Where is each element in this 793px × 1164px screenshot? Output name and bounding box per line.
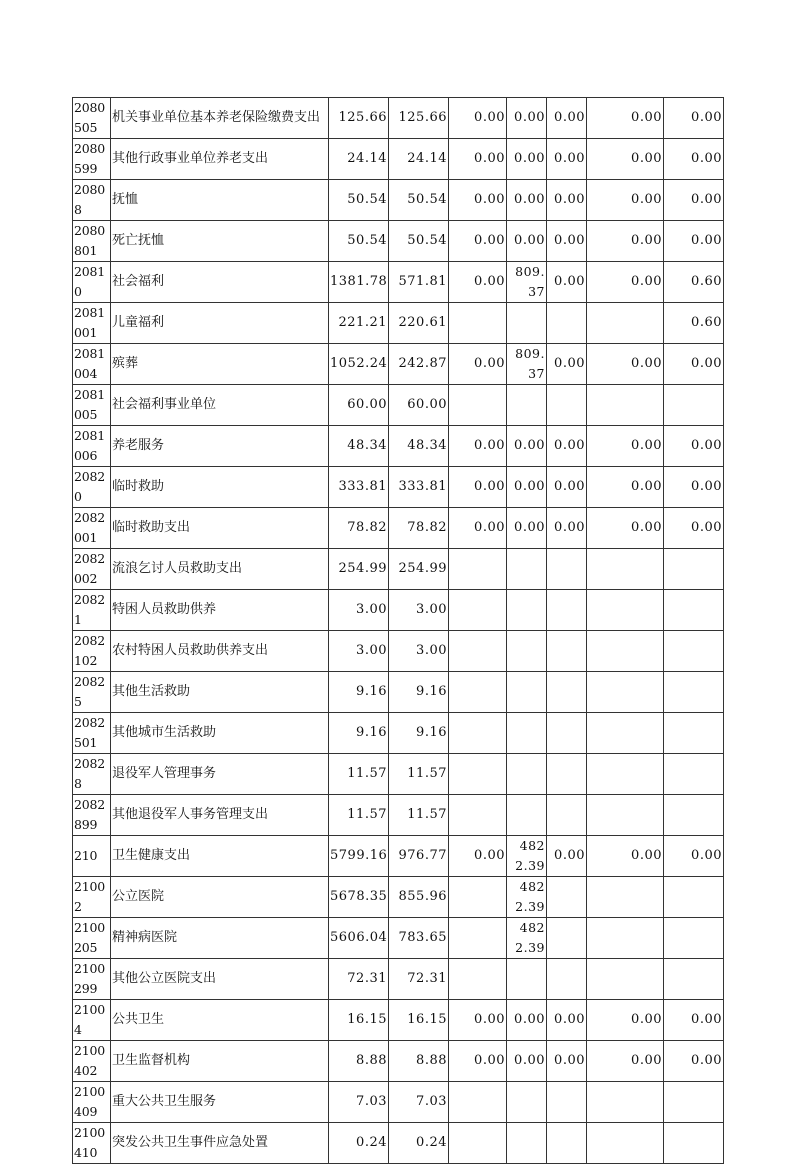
general-budget-cell: 60.00 [389,385,449,426]
subject-code-cell: 2082501 [73,713,111,754]
subject-name-cell: 卫生监督机构 [111,1041,329,1082]
state-capital-cell: 0.00 [547,426,587,467]
total-cell: 5606.04 [329,918,389,959]
table-row [73,672,724,713]
general-budget-cell: 50.54 [389,180,449,221]
carryover-cell: 0.00 [664,426,724,467]
subject-name-cell: 精神病医院 [111,918,329,959]
special-fund-cell: 4822.39 [507,877,547,918]
other-income-cell [587,549,664,590]
state-capital-cell: 0.00 [547,98,587,139]
total-cell: 254.99 [329,549,389,590]
other-income-cell: 0.00 [587,139,664,180]
total-cell: 48.34 [329,426,389,467]
special-fund-cell [507,754,547,795]
state-capital-cell [547,549,587,590]
table-row [73,467,724,508]
gov-fund-cell: 0.00 [449,344,507,385]
subject-code-cell: 2081001 [73,303,111,344]
general-budget-cell: 78.82 [389,508,449,549]
subject-name-cell: 农村特困人员救助供养支出 [111,631,329,672]
general-budget-cell: 16.15 [389,1000,449,1041]
other-income-cell: 0.00 [587,221,664,262]
state-capital-cell [547,303,587,344]
gov-fund-cell [449,1082,507,1123]
other-income-cell [587,877,664,918]
carryover-cell [664,1082,724,1123]
table-row [73,590,724,631]
carryover-cell [664,713,724,754]
other-income-cell: 0.00 [587,180,664,221]
subject-code-cell: 2100410 [73,1123,111,1164]
table-row [73,98,724,139]
total-cell: 333.81 [329,467,389,508]
carryover-cell [664,795,724,836]
other-income-cell: 0.00 [587,98,664,139]
special-fund-cell [507,959,547,1000]
table-row [73,754,724,795]
carryover-cell: 0.00 [664,139,724,180]
table-row [73,344,724,385]
carryover-cell [664,590,724,631]
carryover-cell: 0.60 [664,303,724,344]
other-income-cell [587,754,664,795]
special-fund-cell [507,672,547,713]
general-budget-cell: 8.88 [389,1041,449,1082]
special-fund-cell [507,1123,547,1164]
general-budget-cell: 9.16 [389,713,449,754]
carryover-cell: 0.00 [664,508,724,549]
special-fund-cell: 0.00 [507,508,547,549]
table-row [73,426,724,467]
special-fund-cell: 0.00 [507,1041,547,1082]
subject-name-cell: 机关事业单位基本养老保险缴费支出 [111,98,329,139]
state-capital-cell: 0.00 [547,180,587,221]
other-income-cell [587,959,664,1000]
subject-code-cell: 20808 [73,180,111,221]
special-fund-cell [507,303,547,344]
other-income-cell [587,1123,664,1164]
subject-name-cell: 临时救助 [111,467,329,508]
gov-fund-cell: 0.00 [449,467,507,508]
state-capital-cell [547,918,587,959]
other-income-cell [587,631,664,672]
carryover-cell [664,672,724,713]
carryover-cell [664,385,724,426]
total-cell: 24.14 [329,139,389,180]
subject-code-cell: 20820 [73,467,111,508]
table-row [73,836,724,877]
gov-fund-cell [449,590,507,631]
state-capital-cell: 0.00 [547,1041,587,1082]
gov-fund-cell [449,754,507,795]
state-capital-cell [547,877,587,918]
gov-fund-cell: 0.00 [449,262,507,303]
subject-name-cell: 殡葬 [111,344,329,385]
subject-code-cell: 2100299 [73,959,111,1000]
other-income-cell [587,1082,664,1123]
total-cell: 7.03 [329,1082,389,1123]
other-income-cell [587,590,664,631]
state-capital-cell [547,631,587,672]
table-row [73,262,724,303]
general-budget-cell: 50.54 [389,221,449,262]
subject-name-cell: 重大公共卫生服务 [111,1082,329,1123]
state-capital-cell: 0.00 [547,836,587,877]
general-budget-cell: 3.00 [389,631,449,672]
subject-name-cell: 其他退役军人事务管理支出 [111,795,329,836]
table-row [73,877,724,918]
gov-fund-cell: 0.00 [449,836,507,877]
subject-name-cell: 社会福利事业单位 [111,385,329,426]
total-cell: 125.66 [329,98,389,139]
subject-code-cell: 2100205 [73,918,111,959]
state-capital-cell [547,795,587,836]
table-row [73,139,724,180]
subject-name-cell: 临时救助支出 [111,508,329,549]
total-cell: 9.16 [329,672,389,713]
special-fund-cell: 0.00 [507,221,547,262]
special-fund-cell [507,385,547,426]
special-fund-cell [507,713,547,754]
gov-fund-cell [449,549,507,590]
total-cell: 60.00 [329,385,389,426]
state-capital-cell: 0.00 [547,344,587,385]
state-capital-cell [547,590,587,631]
subject-code-cell: 2081006 [73,426,111,467]
subject-name-cell: 其他行政事业单位养老支出 [111,139,329,180]
special-fund-cell: 0.00 [507,98,547,139]
special-fund-cell: 0.00 [507,426,547,467]
other-income-cell: 0.00 [587,262,664,303]
carryover-cell: 0.00 [664,221,724,262]
total-cell: 3.00 [329,590,389,631]
special-fund-cell: 4822.39 [507,918,547,959]
gov-fund-cell [449,713,507,754]
other-income-cell [587,918,664,959]
general-budget-cell: 11.57 [389,795,449,836]
table-row [73,795,724,836]
special-fund-cell: 809.37 [507,344,547,385]
gov-fund-cell: 0.00 [449,1041,507,1082]
special-fund-cell: 0.00 [507,139,547,180]
general-budget-cell: 48.34 [389,426,449,467]
subject-code-cell: 2082002 [73,549,111,590]
carryover-cell: 0.00 [664,1000,724,1041]
gov-fund-cell [449,795,507,836]
subject-code-cell: 2082102 [73,631,111,672]
subject-name-cell: 抚恤 [111,180,329,221]
total-cell: 5799.16 [329,836,389,877]
total-cell: 50.54 [329,180,389,221]
general-budget-cell: 220.61 [389,303,449,344]
general-budget-cell: 976.77 [389,836,449,877]
general-budget-cell: 0.24 [389,1123,449,1164]
subject-name-cell: 特困人员救助供养 [111,590,329,631]
table-row [73,713,724,754]
state-capital-cell: 0.00 [547,139,587,180]
total-cell: 0.24 [329,1123,389,1164]
carryover-cell [664,918,724,959]
special-fund-cell: 0.00 [507,467,547,508]
state-capital-cell: 0.00 [547,262,587,303]
general-budget-cell: 125.66 [389,98,449,139]
gov-fund-cell: 0.00 [449,508,507,549]
state-capital-cell [547,713,587,754]
general-budget-cell: 333.81 [389,467,449,508]
special-fund-cell: 4822.39 [507,836,547,877]
carryover-cell [664,959,724,1000]
subject-name-cell: 流浪乞讨人员救助支出 [111,549,329,590]
state-capital-cell: 0.00 [547,467,587,508]
other-income-cell [587,385,664,426]
general-budget-cell: 3.00 [389,590,449,631]
gov-fund-cell: 0.00 [449,1000,507,1041]
general-budget-cell: 72.31 [389,959,449,1000]
table-row [73,1123,724,1164]
table-body [73,98,724,1164]
subject-code-cell: 2080801 [73,221,111,262]
other-income-cell: 0.00 [587,1000,664,1041]
gov-fund-cell [449,877,507,918]
gov-fund-cell: 0.00 [449,98,507,139]
special-fund-cell: 0.00 [507,180,547,221]
subject-name-cell: 儿童福利 [111,303,329,344]
state-capital-cell: 0.00 [547,508,587,549]
subject-code-cell: 210 [73,836,111,877]
total-cell: 8.88 [329,1041,389,1082]
table-row [73,303,724,344]
subject-code-cell: 2081004 [73,344,111,385]
subject-name-cell: 社会福利 [111,262,329,303]
budget-expenditure-table [72,97,724,1164]
total-cell: 1052.24 [329,344,389,385]
subject-code-cell: 2081005 [73,385,111,426]
other-income-cell: 0.00 [587,426,664,467]
general-budget-cell: 24.14 [389,139,449,180]
special-fund-cell: 0.00 [507,1000,547,1041]
general-budget-cell: 11.57 [389,754,449,795]
total-cell: 72.31 [329,959,389,1000]
total-cell: 78.82 [329,508,389,549]
general-budget-cell: 242.87 [389,344,449,385]
gov-fund-cell [449,672,507,713]
subject-code-cell: 2080599 [73,139,111,180]
subject-name-cell: 养老服务 [111,426,329,467]
state-capital-cell [547,1123,587,1164]
subject-code-cell: 20828 [73,754,111,795]
other-income-cell: 0.00 [587,508,664,549]
carryover-cell [664,754,724,795]
subject-code-cell: 21004 [73,1000,111,1041]
subject-name-cell: 其他生活救助 [111,672,329,713]
gov-fund-cell: 0.00 [449,180,507,221]
general-budget-cell: 571.81 [389,262,449,303]
table-row [73,1082,724,1123]
carryover-cell: 0.00 [664,344,724,385]
other-income-cell: 0.00 [587,836,664,877]
subject-name-cell: 卫生健康支出 [111,836,329,877]
carryover-cell [664,549,724,590]
subject-name-cell: 突发公共卫生事件应急处置 [111,1123,329,1164]
other-income-cell: 0.00 [587,1041,664,1082]
table-row [73,221,724,262]
carryover-cell: 0.00 [664,836,724,877]
subject-name-cell: 其他城市生活救助 [111,713,329,754]
other-income-cell [587,795,664,836]
total-cell: 5678.35 [329,877,389,918]
subject-name-cell: 死亡抚恤 [111,221,329,262]
other-income-cell: 0.00 [587,467,664,508]
state-capital-cell: 0.00 [547,1000,587,1041]
state-capital-cell [547,385,587,426]
subject-code-cell: 20810 [73,262,111,303]
other-income-cell: 0.00 [587,344,664,385]
total-cell: 11.57 [329,754,389,795]
other-income-cell [587,303,664,344]
table-row [73,508,724,549]
gov-fund-cell [449,303,507,344]
carryover-cell [664,631,724,672]
state-capital-cell [547,672,587,713]
special-fund-cell [507,549,547,590]
total-cell: 9.16 [329,713,389,754]
other-income-cell [587,713,664,754]
subject-code-cell: 2100402 [73,1041,111,1082]
carryover-cell [664,877,724,918]
subject-name-cell: 其他公立医院支出 [111,959,329,1000]
total-cell: 1381.78 [329,262,389,303]
general-budget-cell: 783.65 [389,918,449,959]
carryover-cell: 0.00 [664,98,724,139]
total-cell: 3.00 [329,631,389,672]
state-capital-cell: 0.00 [547,221,587,262]
special-fund-cell [507,795,547,836]
general-budget-cell: 254.99 [389,549,449,590]
state-capital-cell [547,754,587,795]
table-row [73,1041,724,1082]
gov-fund-cell [449,918,507,959]
subject-name-cell: 公立医院 [111,877,329,918]
subject-code-cell: 20825 [73,672,111,713]
subject-name-cell: 公共卫生 [111,1000,329,1041]
special-fund-cell [507,590,547,631]
gov-fund-cell [449,1123,507,1164]
special-fund-cell [507,631,547,672]
subject-code-cell: 2082899 [73,795,111,836]
special-fund-cell: 809.37 [507,262,547,303]
gov-fund-cell: 0.00 [449,221,507,262]
carryover-cell: 0.00 [664,180,724,221]
table-row [73,631,724,672]
subject-code-cell: 21002 [73,877,111,918]
gov-fund-cell [449,385,507,426]
table-row [73,918,724,959]
gov-fund-cell: 0.00 [449,426,507,467]
subject-code-cell: 2080505 [73,98,111,139]
subject-code-cell: 2082001 [73,508,111,549]
table-row [73,180,724,221]
subject-code-cell: 2100409 [73,1082,111,1123]
total-cell: 221.21 [329,303,389,344]
total-cell: 50.54 [329,221,389,262]
gov-fund-cell [449,631,507,672]
carryover-cell: 0.00 [664,467,724,508]
special-fund-cell [507,1082,547,1123]
subject-code-cell: 20821 [73,590,111,631]
gov-fund-cell: 0.00 [449,139,507,180]
table-row [73,385,724,426]
table-row [73,959,724,1000]
carryover-cell: 0.60 [664,262,724,303]
table-row [73,1000,724,1041]
state-capital-cell [547,959,587,1000]
table-row [73,549,724,590]
gov-fund-cell [449,959,507,1000]
carryover-cell: 0.00 [664,1041,724,1082]
general-budget-cell: 9.16 [389,672,449,713]
state-capital-cell [547,1082,587,1123]
carryover-cell [664,1123,724,1164]
general-budget-cell: 855.96 [389,877,449,918]
general-budget-cell: 7.03 [389,1082,449,1123]
total-cell: 16.15 [329,1000,389,1041]
subject-name-cell: 退役军人管理事务 [111,754,329,795]
other-income-cell [587,672,664,713]
total-cell: 11.57 [329,795,389,836]
